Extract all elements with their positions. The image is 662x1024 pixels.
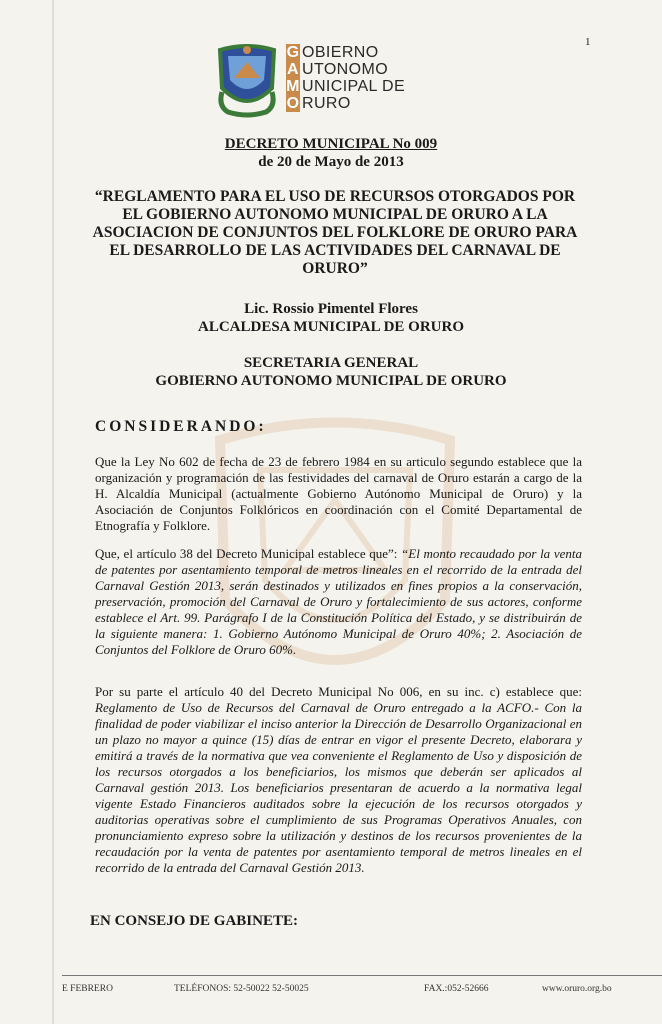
brand-initial: G	[286, 44, 300, 61]
paragraph	[95, 454, 582, 534]
paragraph	[95, 546, 582, 658]
paragraph-text	[95, 684, 582, 876]
considerando-heading: CONSIDERANDO:	[95, 418, 267, 435]
footer-divider	[62, 975, 662, 976]
signatory-block	[0, 300, 662, 336]
footer-address: E FEBRERO	[62, 984, 113, 994]
brand-text: OBIERNO	[302, 44, 379, 61]
brand-line	[286, 78, 405, 95]
paragraph	[95, 684, 582, 876]
decree-heading	[0, 135, 662, 171]
footer-website: www.oruro.org.bo	[542, 984, 612, 994]
signatory-name: Lic. Rossio Pimentel Flores	[244, 301, 418, 317]
brand-initial: O	[286, 95, 300, 112]
signatory-role: ALCALDESA MUNICIPAL DE ORURO	[197, 319, 464, 335]
paragraph-text	[95, 546, 582, 658]
brand-text: UTONOMO	[302, 61, 389, 78]
secretaria-block	[0, 354, 662, 390]
consejo-heading: EN CONSEJO DE GABINETE:	[90, 913, 298, 929]
brand-line	[286, 61, 405, 78]
secretaria-line: GOBIERNO AUTONOMO MUNICIPAL DE ORURO	[155, 373, 507, 389]
brand-text: RURO	[302, 95, 351, 112]
paragraph-text: Que la Ley No 602 de fecha de 23 de febrero 1984 en su articulo segundo establece que la organización y programación de las festividades del carnaval de Oruro estarán a cargo de la H. Alcaldía Municipal (actualmente Gobierno Autónomo Municipal de Oruro) y la Asociación de Conjuntos Folklóricos en coordinación con el Comité Departamental de Etnografía y Folklore.	[95, 454, 582, 533]
paragraph-lead: Por su parte el artículo 40 del Decreto Municipal No 006, en su inc. c) establece que:	[95, 684, 582, 699]
footer-phones: TELÉFONOS: 52-50022 52-50025	[174, 984, 309, 994]
brand-wordmark	[286, 44, 405, 112]
regulation-title: “REGLAMENTO PARA EL USO DE RECURSOS OTORGADOS POR EL GOBIERNO AUTONOMO MUNICIPAL DE ORURO A LA ASOCIACION DE CONJUNTOS DEL FOLKLORE DE ORURO PARA EL DESARROLLO DE LAS ACTIVIDADES DEL CARNAVAL DE ORURO”	[92, 188, 578, 277]
decree-date: de 20 de Mayo de 2013	[258, 154, 404, 170]
secretaria-line: SECRETARIA GENERAL	[243, 355, 419, 371]
paragraph-lead: Que, el artículo 38 del Decreto Municipal establece que”:	[95, 546, 402, 561]
municipal-crest-icon	[214, 40, 280, 118]
brand-initial: M	[286, 78, 300, 95]
page-number: 1	[585, 36, 591, 48]
footer-fax: FAX.:052-52666	[424, 984, 489, 994]
decree-title: DECRETO MUNICIPAL No 009	[224, 136, 438, 152]
brand-initial: A	[287, 61, 299, 78]
brand-text: UNICIPAL DE	[302, 78, 406, 95]
brand-line	[286, 44, 405, 61]
paragraph-quote: Reglamento de Uso de Recursos del Carnaval de Oruro entregado a la ACFO.- Con la finalidad de poder viabilizar el inciso anterior la Dirección de Desarrollo Organizacional en un plazo no mayor a quince (15) días de entrar en vigor el presente Decreto, elaborara y emitirá a través de la normativa que vea conveniente el Reglamento de Uso y disposición de los recursos otorgados a los beneficiarios, los mismos que deberán ser aplicados al Carnaval gestión 2013. Los beneficiarios presentaran de acuerdo a la normativa legal vigente Estado Financieros auditados sobre la ejecución de los recursos otorgados y auditorias operativas sobre el cumplimiento de sus Programas Operativos Anuales, con pronunciamiento expreso sobre la utilización y destinos de los recursos provenientes de la recaudación por la venta de patentes por asentamiento temporal de metros lineales en el recorrido de la entrada del Carnaval Gestión 2013.	[95, 700, 582, 875]
paragraph-quote: “El monto recaudado por la venta de patentes por asentamiento temporal de metros lineales en el recorrido de la entrada del Carnaval Gestión 2013, serán destinados y utilizados en fines propios a la conservación, preservación, promoción del Carnaval de Oruro y fortalecimiento de sus actores, conforme establece el Art. 99. Parágrafo I de la Constitución Política del Estado, y se distribuirán de la siguiente manera: 1. Gobierno Autónomo Municipal de Oruro 40%; 2. Asociación de Conjuntos del Folklore de Oruro 60%.	[95, 546, 582, 657]
letterhead	[214, 40, 444, 118]
brand-line	[286, 95, 405, 112]
